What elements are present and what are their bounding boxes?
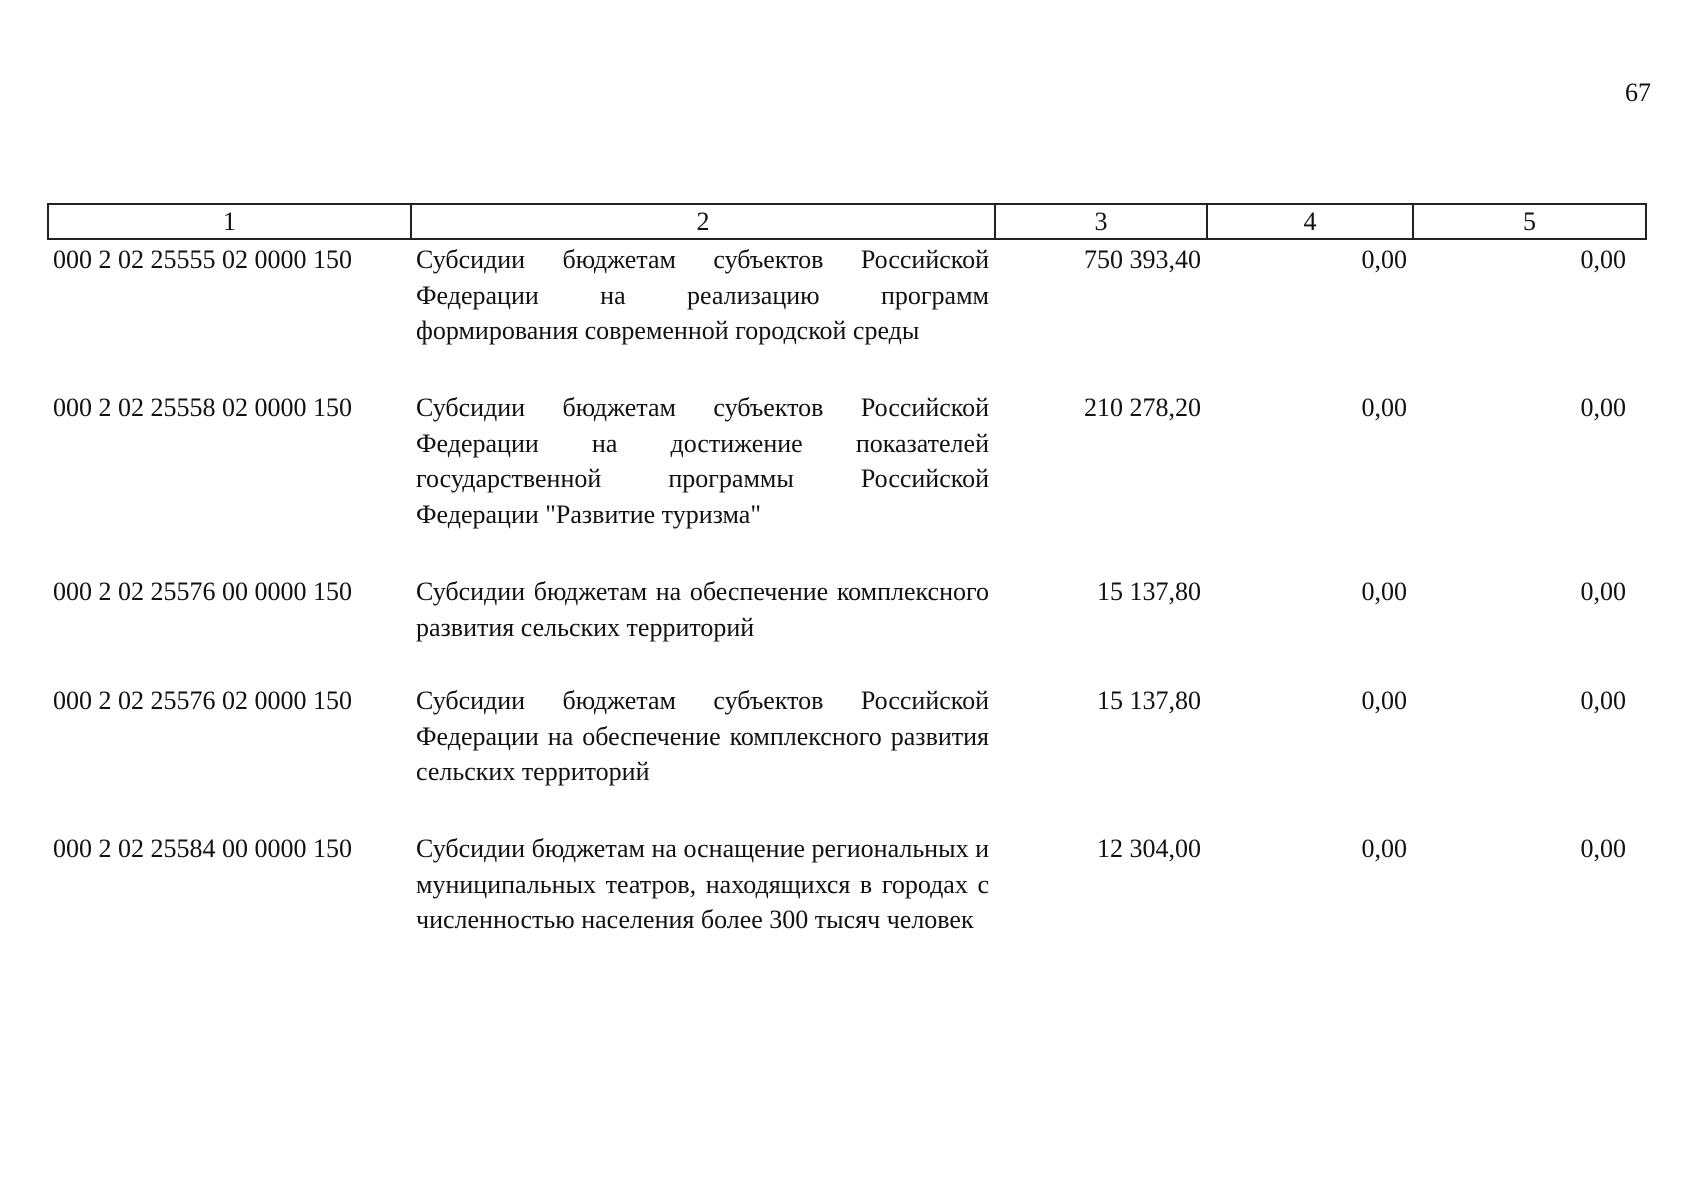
amount-col-4: 0,00 xyxy=(1361,686,1407,715)
budget-code: 000 2 02 25558 02 0000 150 xyxy=(53,393,352,422)
page-number: 67 xyxy=(1625,78,1651,107)
budget-code: 000 2 02 25555 02 0000 150 xyxy=(53,245,352,274)
amount-col-3: 750 393,40 xyxy=(1084,245,1201,274)
table-body xyxy=(47,242,1645,979)
amount-col-3: 12 304,00 xyxy=(1097,834,1201,863)
table-row xyxy=(47,390,1645,574)
amount-col-5: 0,00 xyxy=(1580,393,1626,422)
budget-code: 000 2 02 25576 00 0000 150 xyxy=(53,577,352,606)
item-name: Субсидии бюджетам субъектов Российской Федерации на обеспечение комплексного развития сельских территорий xyxy=(416,686,989,786)
amount-col-5: 0,00 xyxy=(1580,834,1626,863)
amount-col-3: 15 137,80 xyxy=(1097,577,1201,606)
amount-col-4: 0,00 xyxy=(1361,834,1407,863)
item-name: Субсидии бюджетам субъектов Российской Федерации на достижение показателей государственной программы Российской Федерации "Развитие туризма" xyxy=(416,393,989,529)
amount-col-4: 0,00 xyxy=(1361,577,1407,606)
item-name: Субсидии бюджетам субъектов Российской Федерации на реализацию программ формирования современной городской среды xyxy=(416,245,989,345)
amount-col-4: 0,00 xyxy=(1361,245,1407,274)
table-row xyxy=(47,242,1645,390)
table-row xyxy=(47,683,1645,831)
header-col-2: 2 xyxy=(411,204,995,239)
header-row xyxy=(48,204,1646,239)
header-col-4: 4 xyxy=(1207,204,1413,239)
header-col-3: 3 xyxy=(995,204,1207,239)
item-name: Субсидии бюджетам на обеспечение комплексного развития сельских территорий xyxy=(416,577,989,642)
amount-col-4: 0,00 xyxy=(1361,393,1407,422)
header-col-1: 1 xyxy=(48,204,411,239)
budget-code: 000 2 02 25584 00 0000 150 xyxy=(53,834,352,863)
table-row xyxy=(47,574,1645,683)
amount-col-3: 15 137,80 xyxy=(1097,686,1201,715)
amount-col-5: 0,00 xyxy=(1580,245,1626,274)
table-header xyxy=(47,203,1647,240)
amount-col-5: 0,00 xyxy=(1580,686,1626,715)
header-col-5: 5 xyxy=(1413,204,1646,239)
item-name: Субсидии бюджетам на оснащение региональных и муниципальных театров, находящихся в городах с численностью населения более 300 тысяч человек xyxy=(416,834,989,934)
amount-col-5: 0,00 xyxy=(1580,577,1626,606)
budget-code: 000 2 02 25576 02 0000 150 xyxy=(53,686,352,715)
table-row xyxy=(47,831,1645,979)
amount-col-3: 210 278,20 xyxy=(1084,393,1201,422)
